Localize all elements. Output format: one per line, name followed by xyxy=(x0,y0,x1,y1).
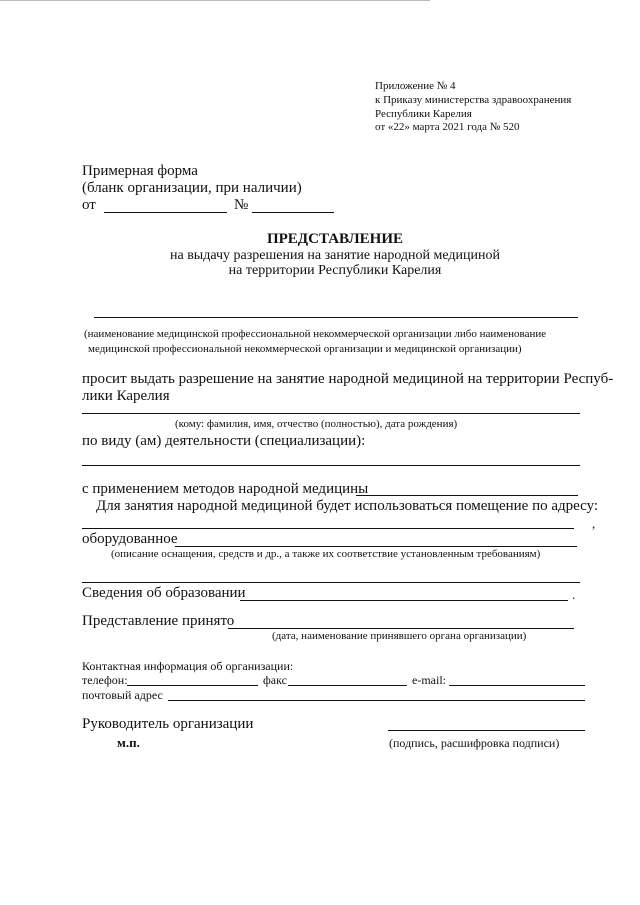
activity-field[interactable] xyxy=(82,465,580,466)
organization-caption-1: (наименование медицинской профессиональной некоммерческой организации либо наименование xyxy=(84,328,547,340)
email-field[interactable] xyxy=(449,685,585,686)
premises-comma: , xyxy=(592,516,596,531)
document-subtitle-2: на территории Республики Карелия xyxy=(228,263,442,278)
accepted-field[interactable] xyxy=(228,628,574,629)
fax-field[interactable] xyxy=(288,685,407,686)
number-label: № xyxy=(234,197,249,213)
education-field[interactable] xyxy=(240,600,568,601)
document-subtitle-1: на выдачу разрешения на занятие народной медициной xyxy=(169,248,500,263)
form-letterhead-note: (бланк организации, при наличии) xyxy=(82,180,302,196)
recipient-caption: (кому: фамилия, имя, отчество (полностью), дата рождения) xyxy=(175,418,458,430)
stamp-label: м.п. xyxy=(117,735,140,750)
equipped-field[interactable] xyxy=(175,546,577,547)
phone-field[interactable] xyxy=(127,685,258,686)
recipient-field[interactable] xyxy=(82,413,580,414)
request-text-1: просит выдать разрешение на занятие народной медициной на территории Респуб- xyxy=(82,371,614,387)
request-text-2: лики Карелия xyxy=(82,388,170,404)
education-label: Сведения об образовании xyxy=(82,585,246,601)
premises-label: Для занятия народной медициной будет использоваться помещение по адресу: xyxy=(96,498,599,514)
signature-field[interactable] xyxy=(388,730,585,731)
appendix-number: Приложение № 4 xyxy=(375,80,456,92)
education-end: . xyxy=(572,587,576,602)
address-label: почтовый адрес xyxy=(82,688,163,702)
activity-label: по виду (ам) деятельности (специализации): xyxy=(82,433,366,449)
accepted-caption: (дата, наименование принявшего органа организации) xyxy=(272,630,527,642)
methods-label: с применением методов народной медицины xyxy=(82,481,369,497)
organization-name-field[interactable] xyxy=(94,317,578,318)
signature-caption: (подпись, расшифровка подписи) xyxy=(389,736,560,750)
head-label: Руководитель организации xyxy=(82,716,254,732)
contacts-title: Контактная информация об организации: xyxy=(82,659,294,673)
address-field[interactable] xyxy=(168,700,585,701)
scan-top-edge xyxy=(0,0,430,1)
document-title: ПРЕДСТАВЛЕНИЕ xyxy=(266,231,404,247)
form-type: Примерная форма xyxy=(82,163,198,179)
premises-field[interactable] xyxy=(82,528,574,529)
appendix-region: Республики Карелия xyxy=(375,108,472,120)
email-label: e-mail: xyxy=(412,673,446,687)
appendix-date: от «22» марта 2021 года № 520 xyxy=(375,121,520,133)
equipped-caption: (описание оснащения, средств и др., а также их соответствие установленным требованиям) xyxy=(111,548,541,560)
fax-label: факс xyxy=(263,673,287,687)
date-field[interactable] xyxy=(104,212,227,213)
phone-label: телефон: xyxy=(82,673,128,687)
equipped-label: оборудованное xyxy=(82,531,178,547)
from-label: от xyxy=(82,197,96,213)
methods-field[interactable] xyxy=(356,495,578,496)
number-field[interactable] xyxy=(252,212,334,213)
appendix-order: к Приказу министерства здравоохранения xyxy=(375,94,572,106)
accepted-label: Представление принято xyxy=(82,613,235,629)
organization-caption-2: медицинской профессиональной некоммерческой организации и медицинской организации) xyxy=(88,343,522,355)
equipped-field-continuation[interactable] xyxy=(82,582,580,583)
